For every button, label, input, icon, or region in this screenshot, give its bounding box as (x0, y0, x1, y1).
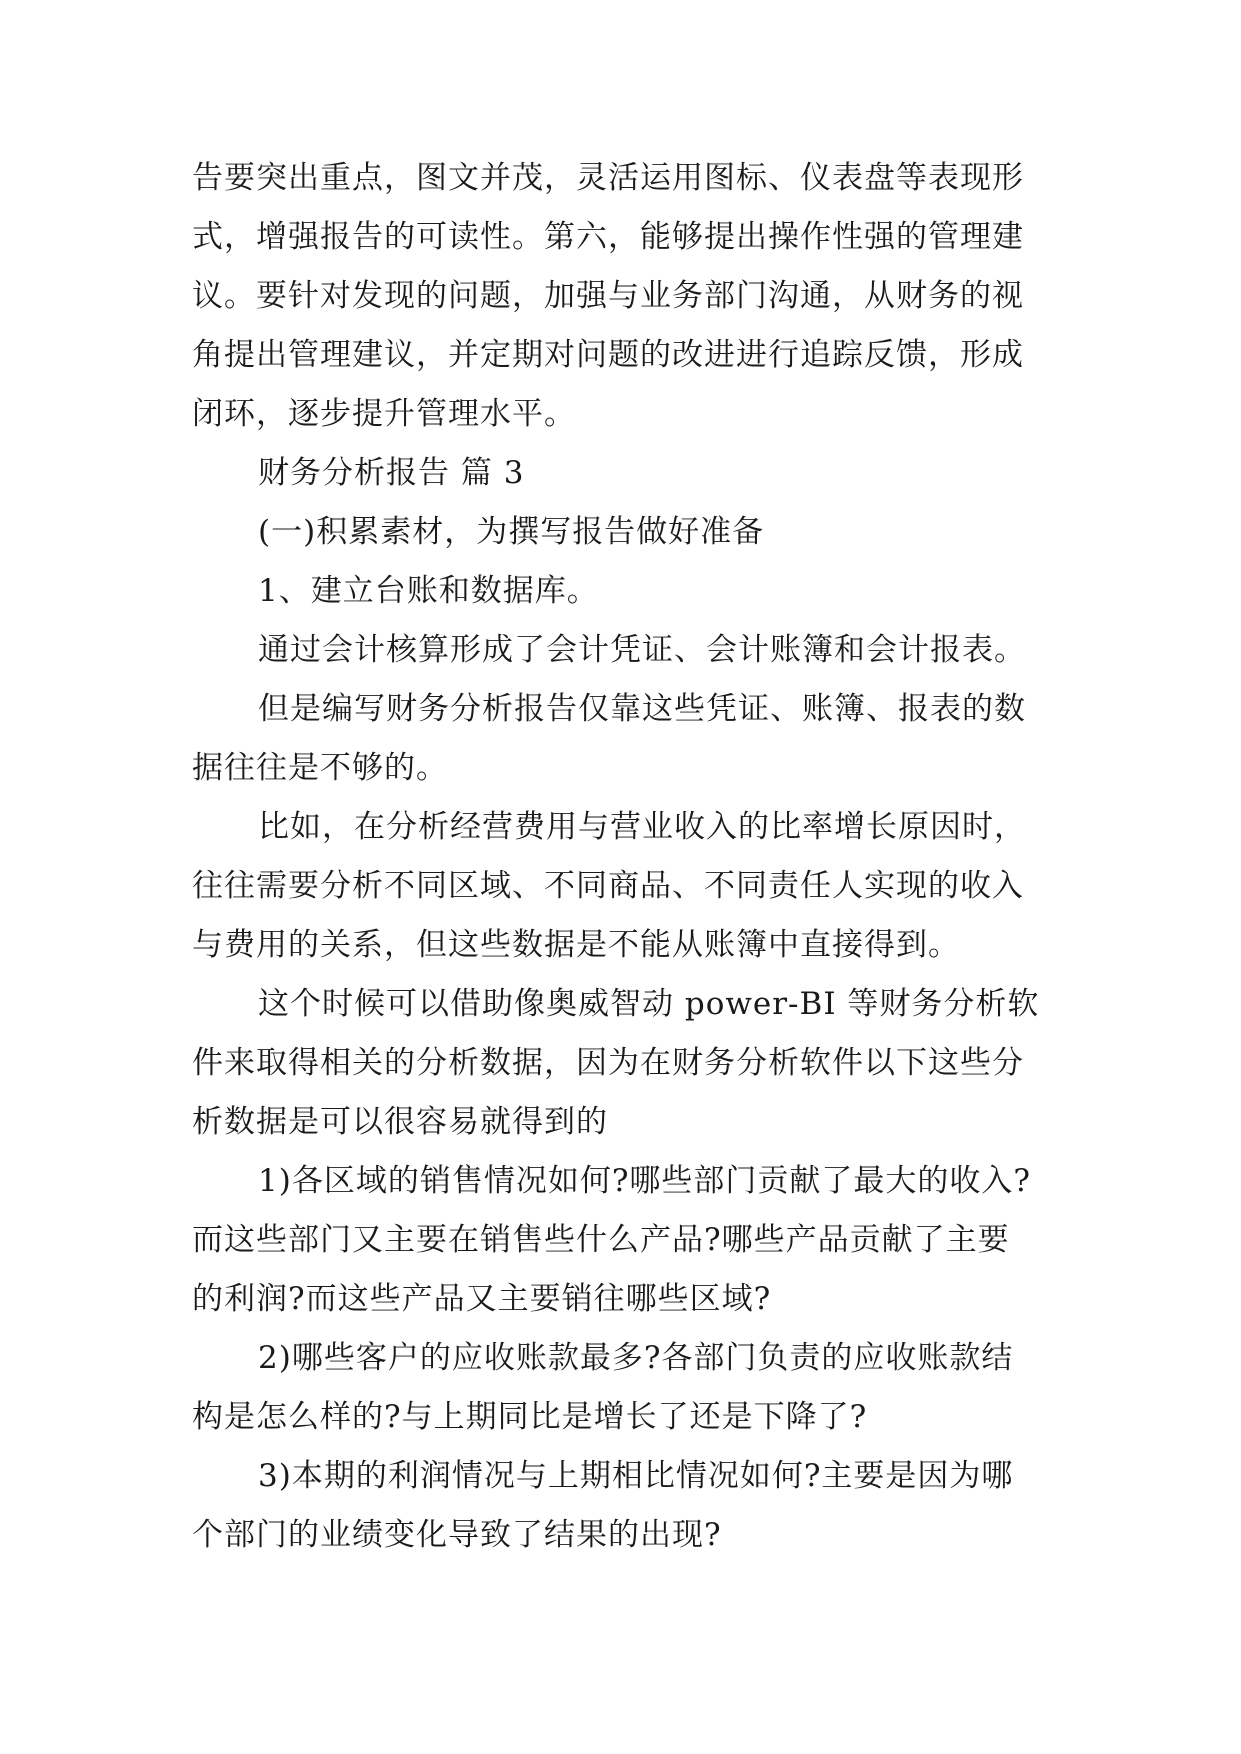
list-item-3-line-1: 3)本期的利润情况与上期相比情况如何?主要是因为哪 (258, 1458, 1014, 1494)
text-line-2: 式，增强报告的可读性。第六，能够提出操作性强的管理建 (192, 219, 1024, 255)
list-item-1-line-2: 而这些部门又主要在销售些什么产品?哪些产品贡献了主要 (192, 1222, 1010, 1258)
text-line-15: 这个时候可以借助像奥威智动 power-BI 等财务分析软 (258, 986, 1040, 1022)
list-item-2-line-1: 2)哪些客户的应收账款最多?各部门负责的应收账款结 (258, 1340, 1014, 1376)
list-item-1-line-3: 的利润?而这些产品又主要销往哪些区域? (192, 1281, 772, 1317)
text-line-9: 通过会计核算形成了会计凭证、会计账簿和会计报表。 (258, 632, 1026, 668)
text-line-1: 告要突出重点，图文并茂，灵活运用图标、仪表盘等表现形 (192, 160, 1024, 196)
text-line-10: 但是编写财务分析报告仅靠这些凭证、账簿、报表的数 (258, 691, 1026, 727)
text-line-12: 比如，在分析经营费用与营业收入的比率增长原因时， (258, 809, 1026, 845)
text-line-3: 议。要针对发现的问题，加强与业务部门沟通，从财务的视 (192, 278, 1024, 314)
text-line-11: 据往往是不够的。 (192, 750, 448, 786)
text-line-13: 往往需要分析不同区域、不同商品、不同责任人实现的收入 (192, 868, 1024, 904)
subsection-heading: (一)积累素材，为撰写报告做好准备 (258, 514, 765, 550)
text-line-4: 角提出管理建议，并定期对问题的改进进行追踪反馈，形成 (192, 337, 1024, 373)
item-heading: 1、建立台账和数据库。 (258, 573, 599, 609)
list-item-2-line-2: 构是怎么样的?与上期同比是增长了还是下降了? (192, 1399, 868, 1435)
list-item-1-line-1: 1)各区域的销售情况如何?哪些部门贡献了最大的收入? (258, 1163, 1032, 1199)
text-line-17: 析数据是可以很容易就得到的 (192, 1104, 608, 1140)
list-item-3-line-2: 个部门的业绩变化导致了结果的出现? (192, 1517, 722, 1553)
text-line-16: 件来取得相关的分析数据，因为在财务分析软件以下这些分 (192, 1045, 1024, 1081)
text-line-5: 闭环，逐步提升管理水平。 (192, 396, 576, 432)
section-heading: 财务分析报告 篇 3 (258, 455, 525, 491)
text-line-14: 与费用的关系，但这些数据是不能从账簿中直接得到。 (192, 927, 960, 963)
